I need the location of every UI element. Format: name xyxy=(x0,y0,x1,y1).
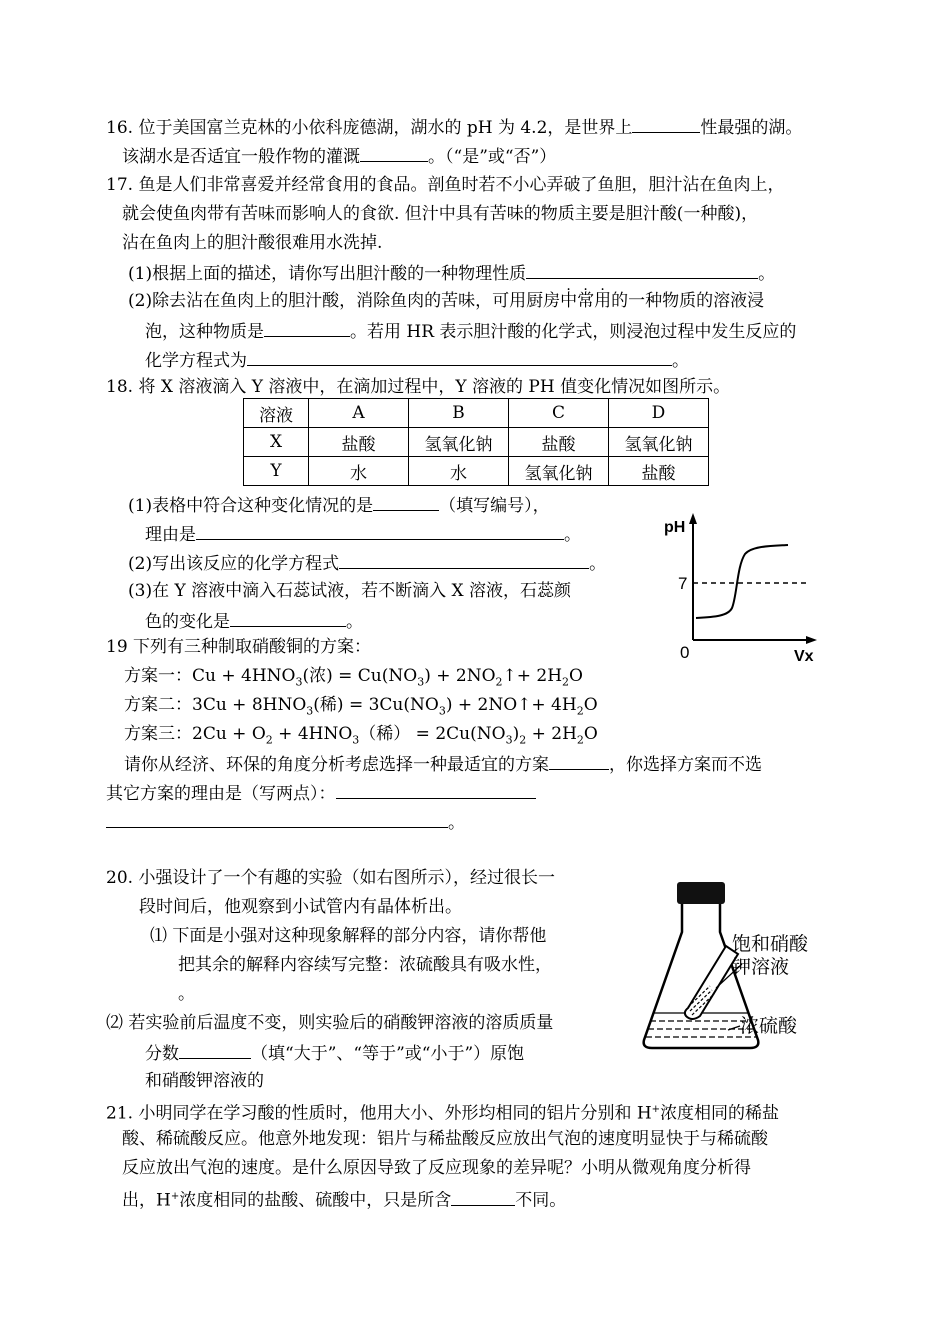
q21-line3: 反应放出气泡的速度。是什么原因导致了反应现象的差异呢？小明从微观角度分析得 xyxy=(122,1158,751,1178)
q19-blank-1[interactable] xyxy=(549,752,609,770)
q19-line-1: 请你从经济、环保的角度分析考虑选择一种最适宜的方案 ，你选择方案而不选 xyxy=(124,752,762,776)
q18-sub3: (3)在 Y 溶液中滴入石蕊试液，若不断滴入 X 溶液，石蕊颜 xyxy=(128,581,572,601)
q20-blank-1[interactable] xyxy=(179,1041,251,1059)
q19-line-2: 其它方案的理由是（写两点）： xyxy=(106,781,536,805)
q20-sub1-line1: ⑴ 下面是小强对这种现象解释的部分内容，请你帮他 xyxy=(150,926,547,946)
q18-blank-1[interactable] xyxy=(373,493,439,511)
q17-sub2-line3: 化学方程式为 。 xyxy=(145,348,689,372)
q18-table xyxy=(243,398,709,486)
q19-plan-3: 方案三：$2Cu + O_2 + 4HNO_3$（稀） = $2Cu(NO_3)_2 + 2H_2O$ xyxy=(124,724,598,747)
q18-blank-3[interactable] xyxy=(339,551,589,569)
q18-blank-4[interactable] xyxy=(230,609,346,627)
q18-sub1-line2: 理由是 。 xyxy=(145,522,581,546)
plan-3-equation: $2Cu + O_2 + 4HNO_3$（稀） = $2Cu(NO_3)_2 + 2H_2O$ xyxy=(192,724,598,747)
superscript-plus: + xyxy=(170,1191,180,1202)
ph-graph xyxy=(660,508,830,668)
q19-plan-1: 方案一：$Cu + 4HNO_3$(浓) = $Cu(NO_3)$ + $2NO_2↑+ 2H_2O$ xyxy=(124,666,583,689)
q20-sub2-line1: ⑵ 若实验前后温度不变，则实验后的硝酸钾溶液的溶质质量 xyxy=(106,1013,554,1033)
origin-label: 0 xyxy=(680,643,690,662)
q17-sub2: (2)除去沾在鱼肉上的胆汁酸，消除鱼肉的苦味，可用厨房中常用的一种物质的溶液浸 xyxy=(128,291,765,311)
test-tube-icon xyxy=(685,946,738,1019)
table-row xyxy=(244,457,709,486)
q20-sub1-line2: 把其余的解释内容续写完整：浓硫酸具有吸水性， xyxy=(178,955,552,975)
table-cell: 盐酸 xyxy=(309,428,409,457)
q18-blank-2[interactable] xyxy=(196,522,564,540)
superscript-plus: + xyxy=(651,1104,661,1115)
q20-sub2-line3: 和硝酸钾溶液的 xyxy=(145,1071,264,1091)
q19-plan-2: 方案二：$3Cu + 8HNO_3$(稀) = $3Cu(NO_3)$ + 2NO↑+ $4H_2O$ xyxy=(124,695,598,718)
table-cell: B xyxy=(409,399,509,428)
q20-sub1-line3: 。 xyxy=(178,984,195,1004)
q18-intro: 18. 将 X 溶液滴入 Y 溶液中，在滴加过程中，Y 溶液的 PH 值变化情况如图所示。 xyxy=(106,377,731,397)
q21-line2: 酸、稀硫酸反应。他意外地发现：铝片与稀盐酸反应放出气泡的速度明显快于与稀硫酸 xyxy=(122,1129,768,1149)
emphasis-char: 常 xyxy=(577,291,595,311)
q16-blank-2[interactable] xyxy=(360,144,428,162)
table-header-row xyxy=(244,399,709,428)
table-cell: 氢氧化钠 xyxy=(509,457,609,486)
q21-line1: 21. 小明同学在学习酸的性质时，他用大小、外形均相同的铝片分别和 H+浓度相同的稀盐 xyxy=(106,1103,780,1124)
q17-sub2-line2: 泡，这种物质是 。若用 HR 表示胆汁酸的化学式，则浸泡过程中发生反应的 xyxy=(145,319,796,343)
y-axis-label: pH xyxy=(664,519,686,536)
q17-line3: 沾在鱼肉上的胆汁酸很难用水洗掉. xyxy=(122,233,383,253)
q16-line2: 该湖水是否适宜一般作物的灌溉 。（“是”或“否”） xyxy=(122,144,556,168)
q18-sub1: (1)表格中符合这种变化情况的是 （填写编号）， xyxy=(128,493,550,517)
q17-blank-1[interactable] xyxy=(526,261,758,279)
flask-figure xyxy=(630,880,840,1060)
q17-blank-3[interactable] xyxy=(247,348,672,366)
q17-blank-2[interactable] xyxy=(264,319,350,337)
emphasis-char: 中 xyxy=(560,291,578,311)
q21-blank-1[interactable] xyxy=(451,1188,515,1206)
table-cell: 氢氧化钠 xyxy=(609,428,709,457)
table-row xyxy=(244,428,709,457)
q20-sub2-line2: 分数 （填“大于”、“等于”或“小于”）原饱 xyxy=(145,1041,524,1065)
figure-label-solution-1: 饱和硝酸 xyxy=(732,934,809,955)
table-cell: A xyxy=(309,399,409,428)
q17-line1: 17. 鱼是人们非常喜爱并经常食用的食品。剖鱼时若不小心弄破了鱼胆，胆汁沾在鱼肉上， xyxy=(106,175,785,195)
q19-line-3: 。 xyxy=(106,810,465,834)
table-cell: 水 xyxy=(409,457,509,486)
q17-emphasis xyxy=(560,291,611,311)
table-cell: 溶液 xyxy=(244,399,309,428)
plan-2-equation: $3Cu + 8HNO_3$(稀) = $3Cu(NO_3)$ + 2NO↑+ $4H_2O$ xyxy=(192,695,598,718)
table-cell: Y xyxy=(244,457,309,486)
table-cell: D xyxy=(609,399,709,428)
q19-blank-3[interactable] xyxy=(106,810,448,828)
q17-line2: 就会使鱼肉带有苦味而影响人的食欲. 但汁中具有苦味的物质主要是胆汁酸(一种酸)， xyxy=(122,204,759,224)
ph-curve xyxy=(696,545,788,618)
plan-1-equation: $Cu + 4HNO_3$(浓) = $Cu(NO_3)$ + $2NO_2↑+ 2H_2O$ xyxy=(192,666,583,689)
stopper-icon xyxy=(677,882,725,904)
q20-line1: 20. 小强设计了一个有趣的实验（如右图所示），经过很长一 xyxy=(106,868,555,888)
table-cell: 氢氧化钠 xyxy=(409,428,509,457)
table-cell: 盐酸 xyxy=(609,457,709,486)
ph-7-label: 7 xyxy=(678,574,688,593)
table-cell: X xyxy=(244,428,309,457)
figure-label-solution-2: 钾溶液 xyxy=(732,957,790,978)
q21-line4: 出，H+浓度相同的盐酸、硫酸中，只是所含 不同。 xyxy=(122,1186,566,1212)
q19-intro: 19 下列有三种制取硝酸铜的方案： xyxy=(106,637,372,657)
q16-blank-1[interactable] xyxy=(632,115,700,133)
x-axis-label: Vx xyxy=(794,648,814,665)
q18-sub3-line2: 色的变化是 。 xyxy=(145,609,363,633)
q16-line1: 16. 位于美国富兰克林的小依科庞德湖，湖水的 pH 为 4.2，是世界上 性最强的湖。 xyxy=(106,115,802,139)
x-axis-arrow xyxy=(806,636,817,644)
y-axis-arrow xyxy=(689,513,697,524)
q18-sub2: (2)写出该反应的化学方程式 。 xyxy=(128,551,606,575)
table-cell: 盐酸 xyxy=(509,428,609,457)
table-cell: 水 xyxy=(309,457,409,486)
emphasis-char: 用 xyxy=(594,291,612,311)
q19-blank-2[interactable] xyxy=(336,781,536,799)
figure-label-acid: 浓硫酸 xyxy=(740,1016,798,1037)
q17-sub1: (1)根据上面的描述，请你写出胆汁酸的一种物理性质 。 xyxy=(128,261,775,285)
table-cell: C xyxy=(509,399,609,428)
q20-line2: 段时间后，他观察到小试管内有晶体析出。 xyxy=(139,897,462,917)
